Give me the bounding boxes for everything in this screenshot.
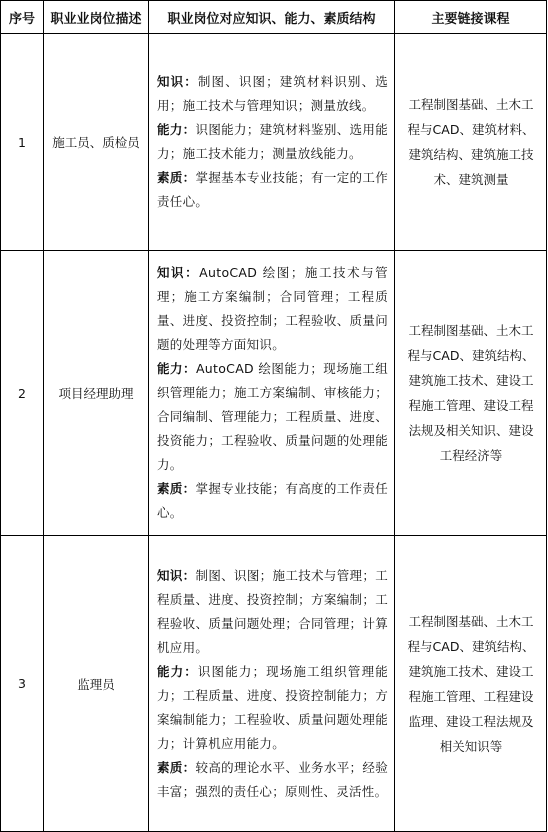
quality-label: 素质： (157, 759, 196, 775)
quality-line (157, 166, 388, 214)
courses-cell: 工程制图基础、土木工程与CAD、建筑结构、建筑施工技术、建设工程施工管理、工程建设监理、建设工程法规及相关知识等 (395, 536, 547, 832)
knowledge-line (157, 564, 388, 660)
row-number: 3 (1, 536, 44, 832)
knowledge-line (157, 261, 388, 357)
table-row (1, 251, 547, 536)
knowledge-label: 知识： (157, 74, 198, 89)
knowledge-text: AutoCAD 绘图；施工技术与管理；施工方案编制；合同管理；工程质量、进度、投资控制；工程验收、质量问题的处理等方面知识。 (157, 265, 388, 352)
ability-text: 识图能力；现场施工组织管理能力；工程质量、进度、投资控制能力；方案编制能力；工程验收、质量问题处理能力；计算机应用能力。 (157, 663, 389, 751)
table-row (1, 34, 547, 251)
ability-label: 能力： (157, 122, 196, 137)
quality-text: 掌握专业技能；有高度的工作责任心。 (157, 481, 388, 520)
table-row (1, 536, 547, 832)
header-post: 职业业岗位描述 (44, 1, 149, 34)
row-number: 2 (1, 251, 44, 536)
ability-line (157, 357, 388, 477)
quality-label: 素质： (157, 170, 196, 185)
header-courses: 主要链接课程 (395, 1, 547, 34)
post-description: 施工员、质检员 (44, 34, 149, 251)
header-no: 序号 (1, 1, 44, 34)
requirements-cell (149, 34, 395, 251)
knowledge-line (157, 70, 388, 118)
post-description: 项目经理助理 (44, 251, 149, 536)
post-description: 监理员 (44, 536, 149, 832)
quality-text: 掌握基本专业技能；有一定的工作责任心。 (157, 170, 388, 209)
knowledge-label: 知识： (157, 567, 196, 583)
row-number: 1 (1, 34, 44, 251)
ability-text: AutoCAD 绘图能力；现场施工组织管理能力；施工方案编制、审核能力；合同编制、管理能力；工程质量、进度、投资能力；工程验收、质量问题的处理能力。 (157, 361, 388, 472)
courses-cell: 工程制图基础、土木工程与CAD、建筑结构、建筑施工技术、建设工程施工管理、建设工程法规及相关知识、建设工程经济等 (395, 251, 547, 536)
knowledge-label: 知识： (157, 265, 200, 280)
header-row (1, 1, 547, 34)
ability-label: 能力： (157, 361, 196, 376)
header-requirements: 职业岗位对应知识、能力、素质结构 (149, 1, 395, 34)
quality-text: 较高的理论水平、业务水平；经验丰富；强烈的责任心；原则性、灵活性。 (157, 759, 388, 799)
ability-label: 能力： (157, 663, 198, 679)
requirements-cell (149, 251, 395, 536)
ability-line (157, 118, 388, 166)
quality-line (157, 477, 388, 525)
quality-line (157, 756, 388, 804)
requirements-cell (149, 536, 395, 832)
quality-label: 素质： (157, 481, 196, 496)
knowledge-text: 制图、识图；施工技术与管理；工程质量、进度、投资控制；方案编制；工程验收、质量问题处理；合同管理；计算机应用。 (157, 567, 388, 655)
knowledge-text: 制图、识图；建筑材料识别、选用；施工技术与管理知识；测量放线。 (157, 74, 389, 113)
ability-text: 识图能力；建筑材料鉴别、选用能力；施工技术能力；测量放线能力。 (157, 122, 388, 161)
courses-cell: 工程制图基础、土木工程与CAD、建筑材料、建筑结构、建筑施工技术、建筑测量 (395, 34, 547, 251)
ability-line (157, 660, 388, 756)
